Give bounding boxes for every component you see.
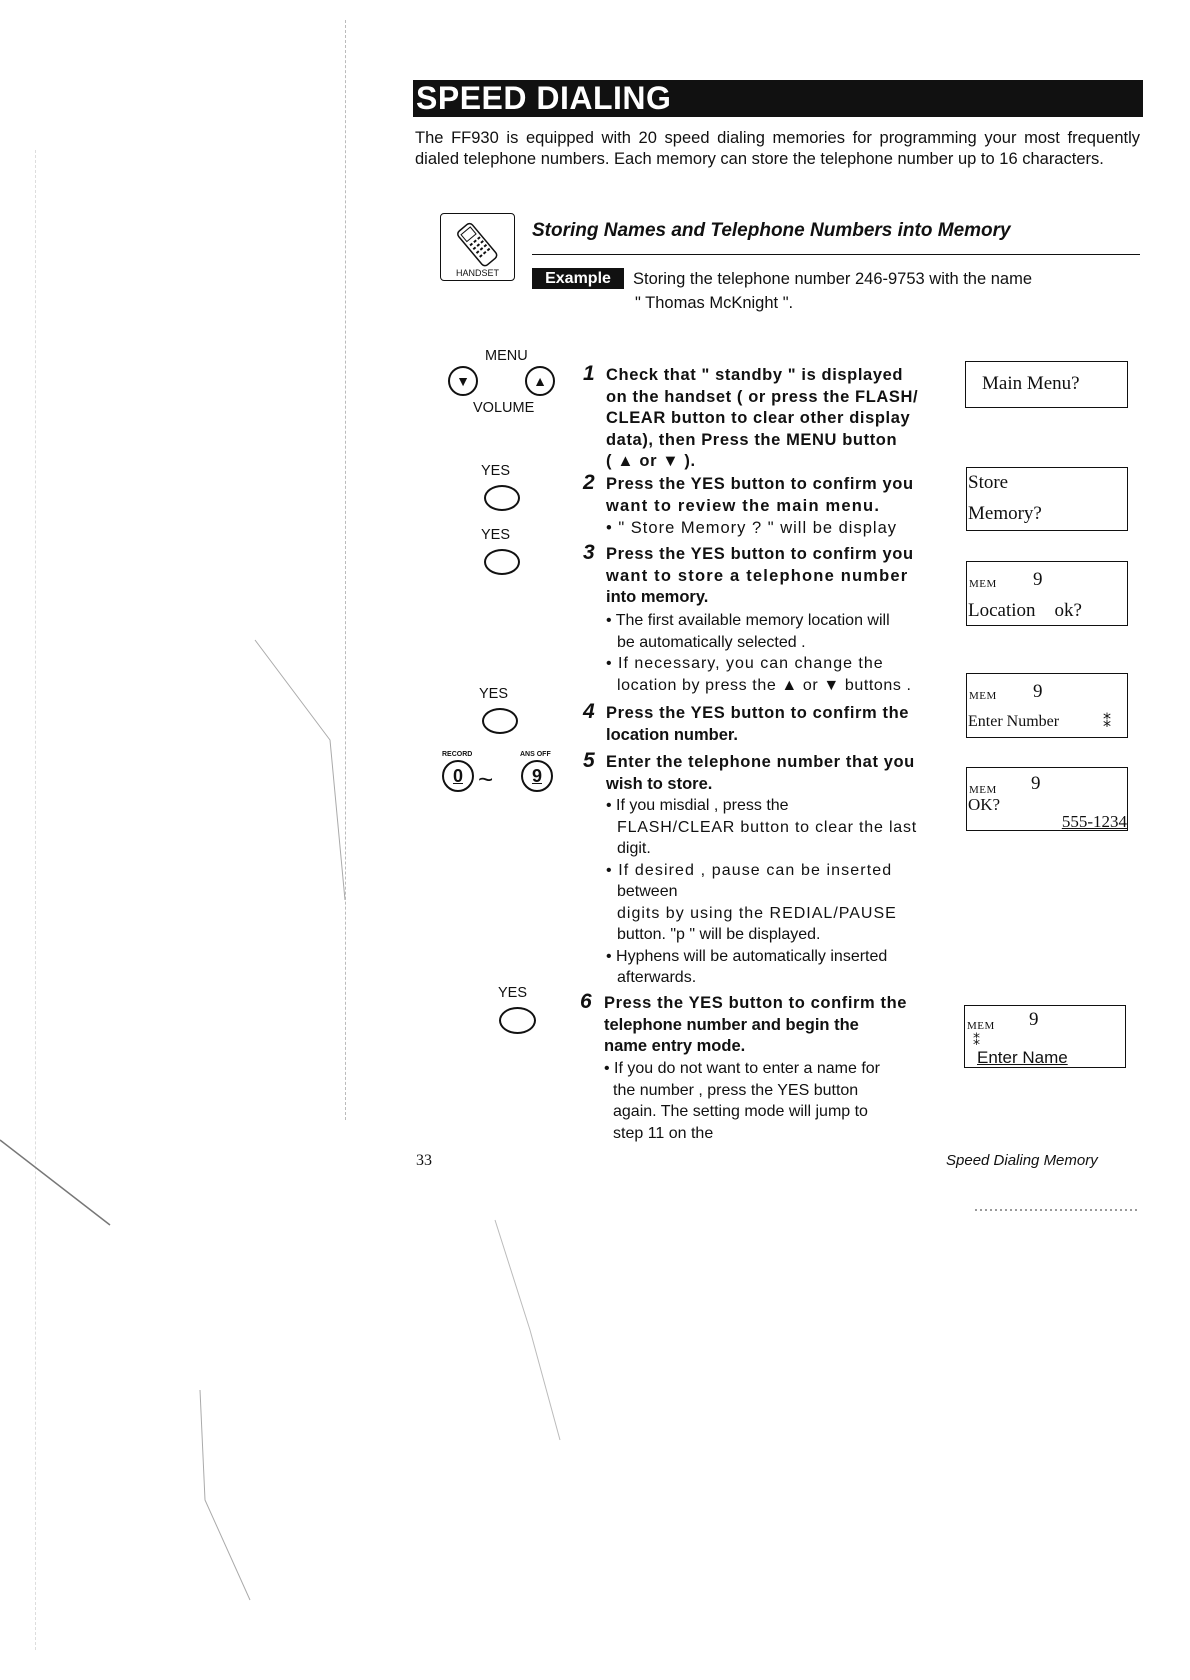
bullet-line: location by press the ▲ or ▼ buttons . — [617, 676, 912, 694]
lcd-mem-number: 9 — [1033, 569, 1043, 590]
bullet-line: between — [617, 883, 678, 900]
step-5-text — [606, 752, 951, 795]
yes-key-icon — [482, 708, 518, 734]
lcd-mem-label: MEM — [969, 690, 997, 702]
lcd-text: Memory? — [968, 503, 1042, 524]
menu-label: MENU — [485, 348, 528, 364]
step-3-bullets — [606, 610, 951, 696]
step-line: wish to store. — [606, 774, 713, 793]
footer-section-label: Speed Dialing Memory — [946, 1152, 1098, 1169]
lcd-text: Enter Number — [968, 713, 1060, 730]
step-5-bullets — [606, 795, 951, 989]
record-label: RECORD — [442, 751, 473, 758]
example-line: Storing the telephone number 246-9753 with the name — [633, 270, 1033, 288]
step-line: want to review the main menu. — [606, 496, 881, 515]
step-line: Press the YES button to confirm the — [604, 994, 908, 1012]
step-line: data), then Press the MENU button — [606, 430, 898, 449]
step-6-bullets — [604, 1058, 949, 1144]
step-line: telephone number and begin the — [604, 1015, 859, 1034]
bullet-line: • If desired , pause can be inserted — [606, 861, 893, 879]
section-divider — [532, 254, 1140, 255]
step-3-text — [606, 544, 951, 609]
bullet-line: button. "p " will be displayed. — [617, 926, 821, 943]
menu-up-key — [525, 366, 555, 396]
yes-label: YES — [479, 686, 509, 702]
step-line: Press the YES button to confirm you — [606, 545, 914, 563]
bullet-line: • Hyphens will be automatically inserted — [606, 947, 888, 965]
step-number: 2 — [583, 471, 595, 494]
step-line: Press the YES button to confirm you — [606, 475, 914, 493]
lcd-location — [966, 561, 1128, 626]
lcd-cursor-icon: ⁑ — [1103, 714, 1111, 731]
bullet-line: afterwards. — [617, 969, 697, 986]
lcd-mem-label: MEM — [969, 578, 997, 590]
step-line: want to store a telephone number — [606, 566, 909, 585]
lcd-enter-name — [964, 1005, 1126, 1068]
step-number: 5 — [583, 749, 595, 772]
step-4-text — [606, 703, 951, 746]
step-number: 3 — [583, 541, 595, 564]
bullet-line: step 11 on the — [613, 1124, 714, 1142]
bullet-line: the number , press the YES button — [613, 1081, 859, 1099]
page-title: SPEED DIALING — [413, 80, 1143, 117]
yes-label: YES — [498, 985, 528, 1001]
handset-icon — [440, 213, 515, 281]
step-2-bullet: • " Store Memory ? " will be display — [606, 519, 897, 537]
lcd-cursor-icon: ⁑ — [973, 1034, 980, 1049]
lcd-text: OK? — [968, 795, 1001, 814]
step-line: into memory. — [606, 588, 709, 606]
key-9-icon: 9 — [521, 760, 553, 792]
step-1-text — [606, 365, 951, 473]
step-line: name entry mode. — [604, 1037, 746, 1055]
step-6-text — [604, 993, 949, 1058]
menu-down-key — [448, 366, 478, 396]
yes-key-icon — [484, 485, 520, 511]
volume-label: VOLUME — [473, 400, 535, 416]
intro-paragraph: The FF930 is equipped with 20 speed dialing memories for programming your most frequently dialed telephone numbers. Each memory can store the telephone number up to 16 characters. — [415, 129, 1140, 168]
bullet-line: be automatically selected . — [617, 633, 806, 651]
bullet-line: again. The setting mode will jump to — [613, 1103, 868, 1120]
yes-key-icon — [484, 549, 520, 575]
lcd-text: Location ok? — [968, 600, 1082, 621]
step-number: 4 — [583, 700, 595, 723]
section-title: Storing Names and Telephone Numbers into Memory — [532, 220, 1011, 241]
step-number: 6 — [580, 990, 592, 1013]
up-arrow-icon: ▲ — [533, 373, 547, 389]
bullet-line: • If you misdial , press the — [606, 797, 789, 814]
example-text — [633, 267, 1032, 315]
yes-key-icon — [499, 1007, 536, 1034]
lcd-phone-number: 555-1234 — [1061, 812, 1127, 831]
key-0-icon: 0 — [442, 760, 474, 792]
example-badge: Example — [532, 268, 624, 289]
lcd-mem-number: 9 — [1031, 773, 1041, 794]
down-arrow-icon: ▼ — [456, 373, 470, 389]
lcd-main-menu — [965, 361, 1128, 408]
lcd-enter-number — [966, 673, 1128, 738]
yes-label: YES — [481, 527, 511, 543]
lcd-mem-number: 9 — [1033, 681, 1043, 702]
step-line: ( ▲ or ▼ ). — [606, 452, 696, 470]
range-tilde: ~ — [478, 764, 494, 794]
step-line: on the handset ( or press the FLASH/ — [606, 387, 919, 406]
lcd-mem-number: 9 — [1029, 1009, 1039, 1030]
lcd-mem-label: MEM — [969, 784, 997, 796]
lcd-ok-number — [966, 767, 1128, 831]
step-2-text — [606, 474, 951, 517]
step-line: Press the YES button to confirm the — [606, 704, 910, 722]
step-line: Enter the telephone number that you — [606, 753, 915, 771]
lcd-mem-label: MEM — [967, 1020, 995, 1032]
step-number: 1 — [583, 362, 595, 385]
lcd-store-memory — [966, 467, 1128, 531]
bullet-line: • If you do not want to enter a name for — [604, 1060, 880, 1077]
handset-label: HANDSET — [455, 268, 499, 278]
step-line: location number. — [606, 725, 739, 744]
example-line: " Thomas McKnight ". — [635, 294, 794, 312]
lcd-text: Main Menu? — [982, 373, 1080, 394]
lcd-text: Store — [968, 472, 1009, 493]
lcd-text: Enter Name — [977, 1048, 1068, 1067]
bullet-line: FLASH/CLEAR button to clear the last — [617, 818, 918, 836]
bullet-line: digit. — [617, 840, 651, 857]
bullet-line: • If necessary, you can change the — [606, 655, 884, 672]
step-line: Check that " standby " is displayed — [606, 366, 904, 384]
page-number: 33 — [416, 1152, 432, 1169]
bullet-line: digits by using the REDIAL/PAUSE — [617, 904, 897, 922]
step-line: CLEAR button to clear other display — [606, 409, 911, 427]
yes-label: YES — [481, 463, 511, 479]
ans-off-label: ANS OFF — [520, 751, 551, 758]
bullet-line: • The first available memory location will — [606, 612, 890, 629]
